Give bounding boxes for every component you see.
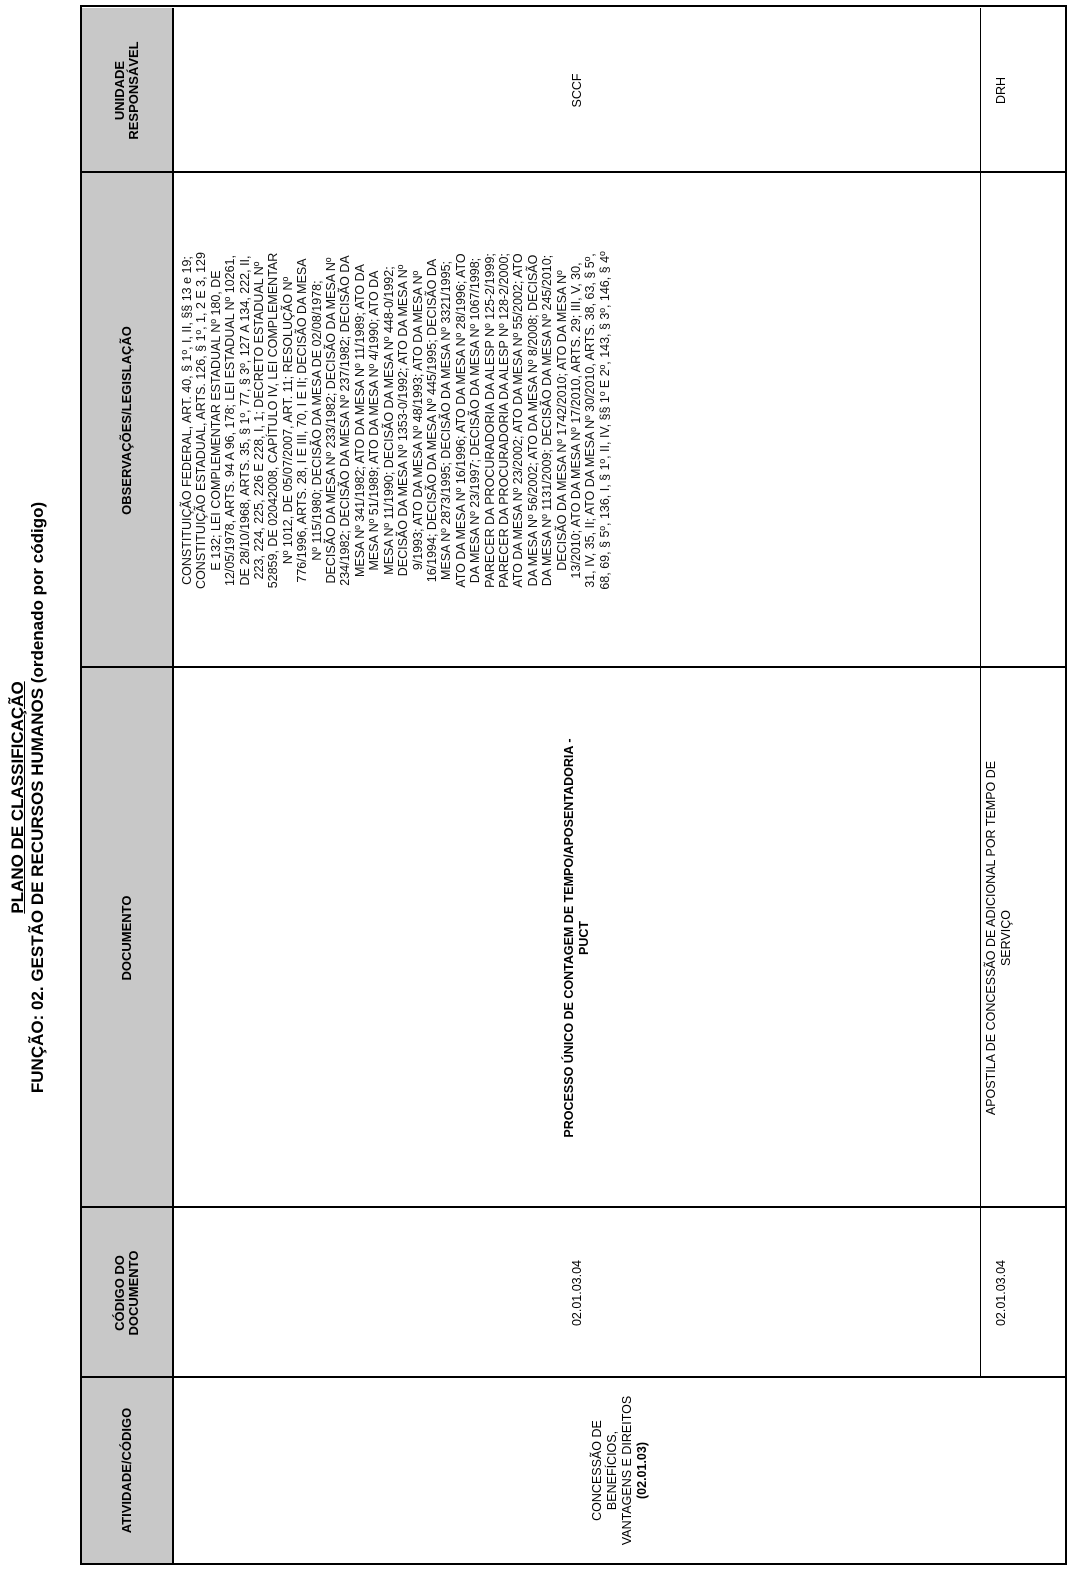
- legislation-line: MESA Nº 341/1982; ATO DA MESA Nº 11/1989; ATO DA: [352, 264, 367, 577]
- legislation-line: 31, IV, 35, II; ATO DA MESA Nº 30/2010, ARTS. 38, 63, § 5º,: [583, 253, 598, 588]
- legislation-line: Nº 115/1980; DECISÃO DA MESA DE 02/08/1978;: [309, 280, 324, 561]
- legislation-line: 13/2010; ATO DA MESA Nº 17/2010, ARTS. 29; III, V, 30,: [568, 262, 583, 579]
- activity-line1: CONCESSÃO DE: [590, 1420, 604, 1521]
- header-atividade-label: ATIVIDADE/CÓDIGO: [119, 1407, 134, 1534]
- legislation-line: 68, 69, § 5º, 136, I, § 1º, II, IV, §§ 1º E 2º, 143, § 3º, 146, § 4º: [597, 251, 612, 590]
- row1-codigo-value: 02.01.03.04: [569, 1259, 584, 1327]
- row1-documento-line2: PUCT: [577, 920, 591, 956]
- row1-unidade: [174, 8, 980, 173]
- activity-line2: BENEFÍCIOS,: [605, 1430, 619, 1511]
- row2-documento-line2: SERVIÇO: [999, 909, 1013, 967]
- legislation-line: ATO DA MESA Nº 23/2002; ATO DA MESA Nº 55/2002; ATO: [511, 253, 526, 588]
- header-unidade: [82, 8, 174, 173]
- header-codigo-line2: DOCUMENTO: [126, 1250, 141, 1336]
- legislation-line: DA MESA Nº 23/1997; DECISÃO DA MESA Nº 1067/1998;: [468, 257, 483, 584]
- title-block: [8, 0, 48, 1595]
- header-atividade: [82, 1378, 174, 1563]
- header-observacoes: [82, 173, 174, 668]
- header-codigo: [82, 1208, 174, 1378]
- header-documento: [82, 668, 174, 1208]
- legislation-line: CONSTITUIÇÃO FEDERAL, ART. 40, § 1º, I, II, §§ 13 e 19;: [180, 256, 194, 585]
- legislation-line: 9/1993; ATO DA MESA Nº 48/1993; ATO DA MESA Nº: [410, 270, 425, 571]
- row2-unidade: [980, 8, 1064, 173]
- legislation-line: MESA Nº 11/1990; DECISÃO DA MESA Nº 448-0/1992;: [381, 266, 396, 575]
- row1-legislacao: [180, 173, 980, 668]
- row1-codigo: [174, 1208, 980, 1378]
- legislation-line: 776/1996, ARTS. 28, I E III, 70, I E II; DECISÃO DA MESA: [295, 258, 310, 583]
- header-codigo-line1: CÓDIGO DO: [112, 1255, 127, 1331]
- legislation-line: MESA Nº 2873/1995; DECISÃO DA MESA Nº 3321/1995;: [439, 260, 454, 581]
- activity-line3: VANTAGENS E DIREITOS: [620, 1395, 634, 1546]
- legislation-line: DECISÃO DA MESA Nº 1742/2010; ATO DA MESA Nº: [554, 270, 569, 571]
- legislation-line: CONSTITUIÇÃO ESTADUAL, ARTS. 126, § 1º, 1, 2 E 3, 129: [194, 252, 209, 589]
- row2-unidade-value: DRH: [994, 76, 1008, 105]
- legislation-line: PARECER DA PROCURADORIA DA ALESP Nº 125-2/1999;: [482, 253, 497, 588]
- legislation-line: DECISÃO DA MESA Nº 1353-0/1992; ATO DA MESA Nº: [396, 264, 411, 577]
- header-documento-label: DOCUMENTO: [119, 895, 134, 981]
- legislation-line: 12/05/1978, ARTS. 94 A 96, 178; LEI ESTADUAL Nº 10261,: [223, 255, 238, 586]
- row1-documento: [174, 668, 980, 1208]
- activity-code: (02.01.03): [635, 1442, 649, 1499]
- legislation-line: ATO DA MESA Nº 16/1996; ATO DA MESA Nº 28/1996; ATO: [453, 253, 468, 588]
- legislation-line: DECISÃO DA MESA Nº 233/1982; DECISÃO DA MESA Nº: [324, 257, 339, 584]
- row2-documento: [980, 668, 1064, 1208]
- activity-cell: [174, 1378, 1066, 1563]
- row2-codigo: [980, 1208, 1064, 1378]
- legislation-line: Nº 1012, DE 05/07/2007, ART. 11; RESOLUÇÃO Nº: [280, 276, 295, 565]
- legislation-line: DA MESA Nº 1131/2009; DECISÃO DA MESA Nº 245/2010;: [540, 254, 555, 587]
- row2-codigo-value: 02.01.03.04: [994, 1259, 1008, 1327]
- header-unidade-line2: RESPONSÁVEL: [126, 41, 141, 140]
- legislation-line: DE 28/10/1968, ARTS. 35, § 1º, 77, § 3º, 127 A 134, 222, II,: [237, 255, 252, 586]
- legislation-line: 234/1982; DECISÃO DA MESA Nº 237/1982; DECISÃO DA: [338, 255, 353, 586]
- legislation-line: 16/1994; DECISÃO DA MESA Nº 445/1995; DECISÃO DA: [424, 258, 439, 583]
- row1-documento-line1: PROCESSO ÚNICO DE CONTAGEM DE TEMPO/APOSENTADORIA -: [562, 738, 576, 1138]
- page-title: PLANO DE CLASSIFICAÇÃO: [8, 681, 27, 914]
- classification-table: [80, 5, 1067, 1565]
- legislation-line: PARECER DA PROCURADORIA DA ALESP Nº 128-2/2000;: [496, 253, 511, 588]
- header-unidade-line1: UNIDADE: [112, 60, 127, 121]
- legislation-line: 52859, DE 02042008, CAPÍTULO IV, LEI COMPLEMENTAR: [266, 252, 281, 589]
- legislation-line: MESA Nº 51/1989; ATO DA MESA Nº 4/1990; ATO DA: [367, 270, 382, 571]
- page-subtitle: FUNÇÃO: 02. GESTÃO DE RECURSOS HUMANOS (ordenado por código): [28, 501, 47, 1094]
- row1-unidade-value: SCCF: [569, 73, 584, 108]
- legislation-line: 223, 224, 225, 226 E 228, I, 1; DECRETO ESTADUAL Nº: [252, 261, 267, 580]
- legislation-line: DA MESA Nº 56/2002; ATO DA MESA Nº 8/2008; DECISÃO: [525, 254, 540, 587]
- legislation-line: E 132; LEI COMPLEMENTAR ESTADUAL Nº 180, DE: [208, 270, 223, 571]
- header-observacoes-label: OBSERVAÇÕES/LEGISLAÇÃO: [119, 326, 134, 515]
- row2-documento-line1: APOSTILA DE CONCESSÃO DE ADICIONAL POR TEMPO DE: [984, 760, 998, 1116]
